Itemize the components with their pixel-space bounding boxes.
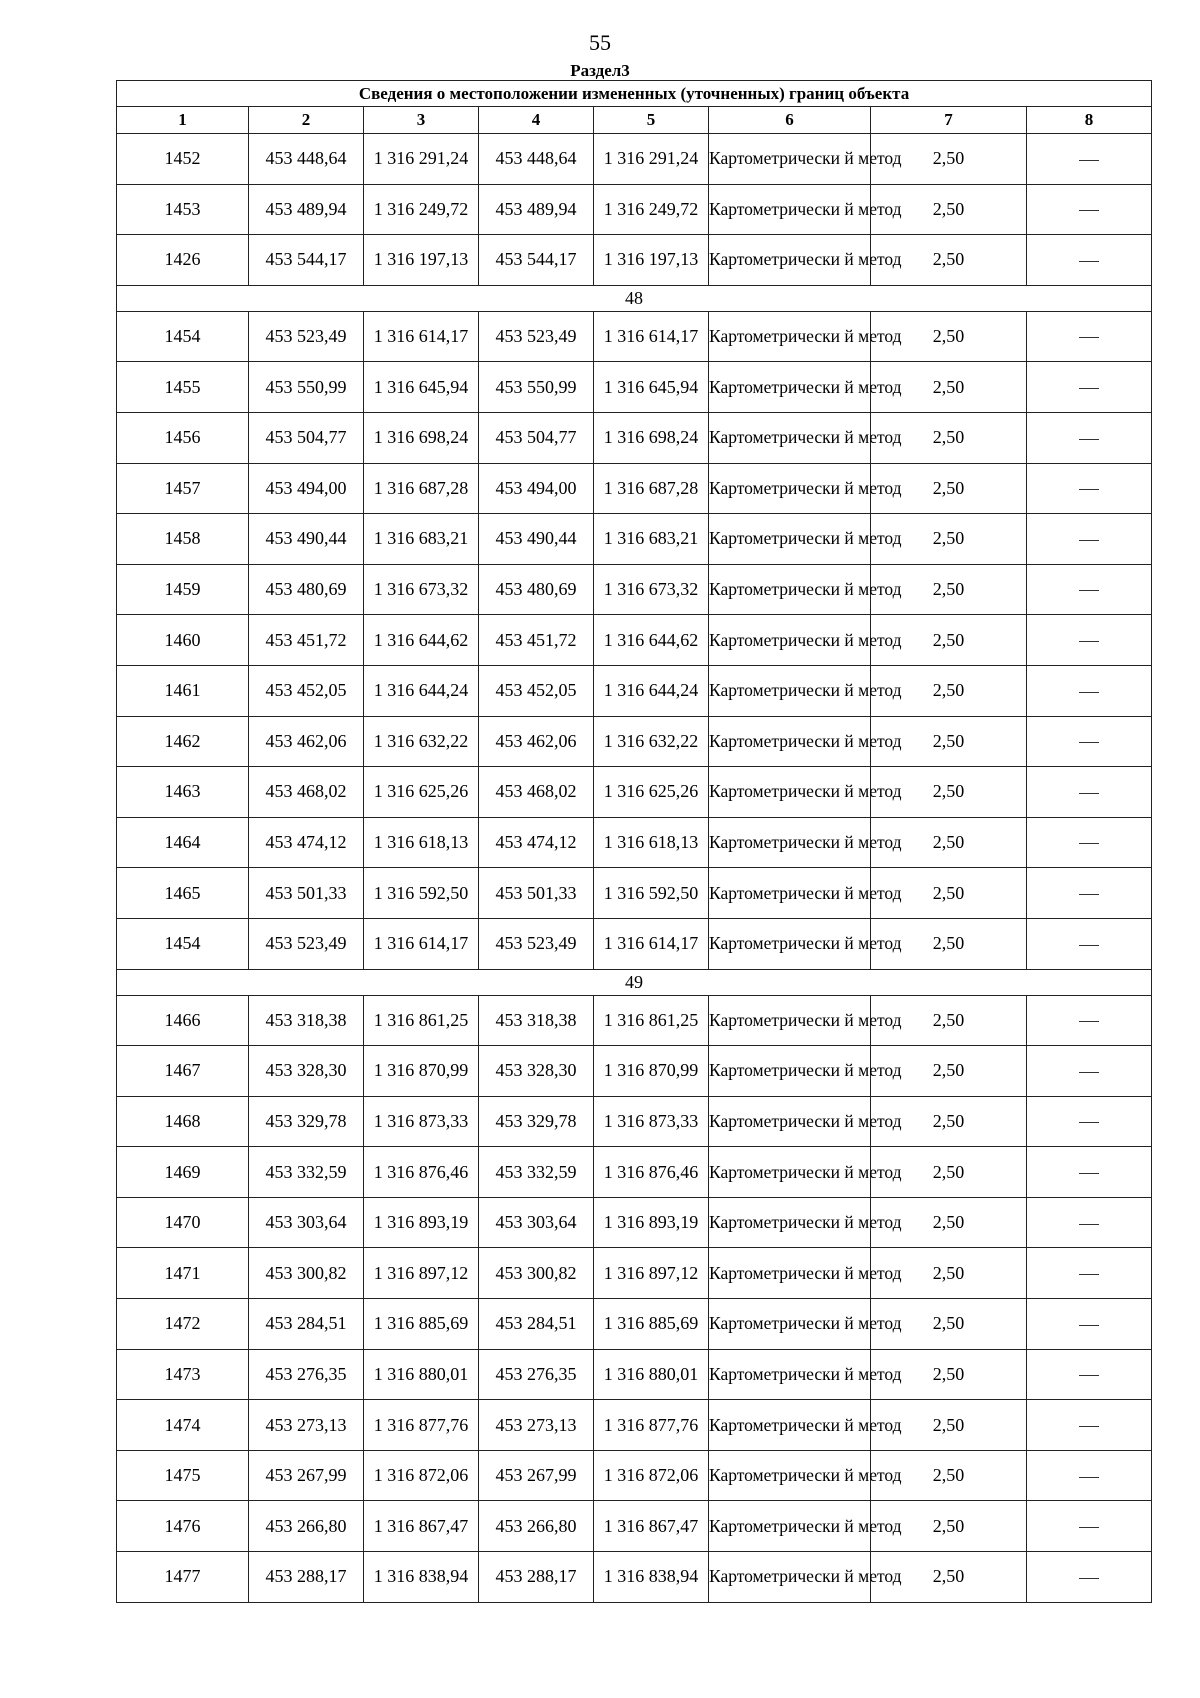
table-caption-row (117, 81, 1152, 107)
dash-mark (1079, 641, 1099, 642)
dash-mark (1079, 1527, 1099, 1528)
x-existing-cell: 453 300,82 (249, 1248, 364, 1299)
dash-mark (1079, 388, 1099, 389)
y-existing-cell: 1 316 687,28 (364, 463, 479, 514)
accuracy-cell: 2,50 (871, 665, 1027, 716)
dash-mark (1079, 742, 1099, 743)
x-new-cell: 453 284,51 (479, 1299, 594, 1350)
dash-mark (1079, 945, 1099, 946)
point-number-cell: 1464 (117, 817, 249, 868)
y-new-cell: 1 316 861,25 (594, 995, 709, 1046)
description-cell (1027, 1197, 1152, 1248)
method-cell: Картометрически й метод (709, 1046, 871, 1097)
table-row (117, 817, 1152, 868)
method-cell: Картометрически й метод (709, 412, 871, 463)
x-new-cell: 453 494,00 (479, 463, 594, 514)
description-cell (1027, 868, 1152, 919)
dash-mark (1079, 1375, 1099, 1376)
x-existing-cell: 453 462,06 (249, 716, 364, 767)
group-label: 49 (117, 969, 1152, 995)
table-row (117, 1400, 1152, 1451)
x-existing-cell: 453 451,72 (249, 615, 364, 666)
accuracy-cell: 2,50 (871, 235, 1027, 286)
y-existing-cell: 1 316 644,24 (364, 665, 479, 716)
description-cell (1027, 1248, 1152, 1299)
y-new-cell: 1 316 249,72 (594, 184, 709, 235)
accuracy-cell: 2,50 (871, 1400, 1027, 1451)
x-existing-cell: 453 501,33 (249, 868, 364, 919)
y-new-cell: 1 316 632,22 (594, 716, 709, 767)
x-new-cell: 453 489,94 (479, 184, 594, 235)
table-row (117, 665, 1152, 716)
y-new-cell: 1 316 867,47 (594, 1501, 709, 1552)
table-row (117, 412, 1152, 463)
accuracy-cell: 2,50 (871, 918, 1027, 969)
table-row (117, 918, 1152, 969)
dash-mark (1079, 160, 1099, 161)
accuracy-cell: 2,50 (871, 1501, 1027, 1552)
x-existing-cell: 453 276,35 (249, 1349, 364, 1400)
method-cell: Картометрически й метод (709, 1197, 871, 1248)
accuracy-cell: 2,50 (871, 817, 1027, 868)
description-cell (1027, 311, 1152, 362)
method-cell: Картометрически й метод (709, 184, 871, 235)
point-number-cell: 1469 (117, 1147, 249, 1198)
method-cell: Картометрически й метод (709, 1299, 871, 1350)
x-existing-cell: 453 267,99 (249, 1450, 364, 1501)
x-new-cell: 453 329,78 (479, 1096, 594, 1147)
y-existing-cell: 1 316 614,17 (364, 918, 479, 969)
y-existing-cell: 1 316 645,94 (364, 362, 479, 413)
y-new-cell: 1 316 885,69 (594, 1299, 709, 1350)
x-new-cell: 453 448,64 (479, 134, 594, 185)
method-cell: Картометрически й метод (709, 1147, 871, 1198)
y-existing-cell: 1 316 197,13 (364, 235, 479, 286)
method-cell: Картометрически й метод (709, 665, 871, 716)
y-new-cell: 1 316 197,13 (594, 235, 709, 286)
group-row (117, 285, 1152, 311)
x-new-cell: 453 276,35 (479, 1349, 594, 1400)
accuracy-cell: 2,50 (871, 1552, 1027, 1603)
description-cell (1027, 1400, 1152, 1451)
description-cell (1027, 1349, 1152, 1400)
y-new-cell: 1 316 698,24 (594, 412, 709, 463)
point-number-cell: 1468 (117, 1096, 249, 1147)
y-new-cell: 1 316 644,62 (594, 615, 709, 666)
x-new-cell: 453 504,77 (479, 412, 594, 463)
point-number-cell: 1455 (117, 362, 249, 413)
dash-mark (1079, 894, 1099, 895)
method-cell: Картометрически й метод (709, 235, 871, 286)
description-cell (1027, 1450, 1152, 1501)
x-new-cell: 453 300,82 (479, 1248, 594, 1299)
table-row (117, 463, 1152, 514)
accuracy-cell: 2,50 (871, 1450, 1027, 1501)
method-cell: Картометрически й метод (709, 514, 871, 565)
y-existing-cell: 1 316 673,32 (364, 564, 479, 615)
table-row (117, 564, 1152, 615)
y-new-cell: 1 316 625,26 (594, 767, 709, 818)
point-number-cell: 1426 (117, 235, 249, 286)
x-existing-cell: 453 490,44 (249, 514, 364, 565)
column-number: 5 (594, 107, 709, 134)
y-new-cell: 1 316 893,19 (594, 1197, 709, 1248)
accuracy-cell: 2,50 (871, 1349, 1027, 1400)
y-new-cell: 1 316 872,06 (594, 1450, 709, 1501)
x-existing-cell: 453 288,17 (249, 1552, 364, 1603)
description-cell (1027, 134, 1152, 185)
description-cell (1027, 1096, 1152, 1147)
point-number-cell: 1458 (117, 514, 249, 565)
dash-mark (1079, 540, 1099, 541)
x-new-cell: 453 501,33 (479, 868, 594, 919)
point-number-cell: 1467 (117, 1046, 249, 1097)
description-cell (1027, 412, 1152, 463)
table-row (117, 514, 1152, 565)
point-number-cell: 1456 (117, 412, 249, 463)
table-row (117, 1450, 1152, 1501)
description-cell (1027, 767, 1152, 818)
x-new-cell: 453 480,69 (479, 564, 594, 615)
method-cell: Картометрически й метод (709, 1248, 871, 1299)
dash-mark (1079, 692, 1099, 693)
y-new-cell: 1 316 870,99 (594, 1046, 709, 1097)
table-row (117, 1046, 1152, 1097)
page-number: 55 (589, 30, 611, 55)
x-new-cell: 453 303,64 (479, 1197, 594, 1248)
dash-mark (1079, 1477, 1099, 1478)
accuracy-cell: 2,50 (871, 1299, 1027, 1350)
x-new-cell: 453 288,17 (479, 1552, 594, 1603)
description-cell (1027, 1501, 1152, 1552)
x-existing-cell: 453 448,64 (249, 134, 364, 185)
table-row (117, 1552, 1152, 1603)
y-existing-cell: 1 316 614,17 (364, 311, 479, 362)
x-new-cell: 453 452,05 (479, 665, 594, 716)
description-cell (1027, 918, 1152, 969)
table-row (117, 615, 1152, 666)
y-existing-cell: 1 316 893,19 (364, 1197, 479, 1248)
x-existing-cell: 453 474,12 (249, 817, 364, 868)
table-row (117, 1147, 1152, 1198)
dash-mark (1079, 439, 1099, 440)
point-number-cell: 1472 (117, 1299, 249, 1350)
x-new-cell: 453 267,99 (479, 1450, 594, 1501)
point-number-cell: 1473 (117, 1349, 249, 1400)
point-number-cell: 1471 (117, 1248, 249, 1299)
x-new-cell: 453 328,30 (479, 1046, 594, 1097)
dash-mark (1079, 261, 1099, 262)
table-caption: Сведения о местоположении измененных (уточненных) границ объекта (117, 81, 1152, 107)
y-new-cell: 1 316 644,24 (594, 665, 709, 716)
method-cell: Картометрически й метод (709, 918, 871, 969)
method-cell: Картометрически й метод (709, 817, 871, 868)
y-new-cell: 1 316 618,13 (594, 817, 709, 868)
table-row (117, 1096, 1152, 1147)
y-new-cell: 1 316 614,17 (594, 311, 709, 362)
y-existing-cell: 1 316 885,69 (364, 1299, 479, 1350)
dash-mark (1079, 590, 1099, 591)
column-number: 2 (249, 107, 364, 134)
column-number: 1 (117, 107, 249, 134)
method-cell: Картометрически й метод (709, 362, 871, 413)
y-new-cell: 1 316 645,94 (594, 362, 709, 413)
x-existing-cell: 453 523,49 (249, 918, 364, 969)
table-row (117, 134, 1152, 185)
dash-mark (1079, 793, 1099, 794)
point-number-cell: 1465 (117, 868, 249, 919)
accuracy-cell: 2,50 (871, 514, 1027, 565)
table-row (117, 1248, 1152, 1299)
table-row (117, 1349, 1152, 1400)
y-new-cell: 1 316 614,17 (594, 918, 709, 969)
x-existing-cell: 453 328,30 (249, 1046, 364, 1097)
method-cell: Картометрически й метод (709, 564, 871, 615)
accuracy-cell: 2,50 (871, 134, 1027, 185)
method-cell: Картометрически й метод (709, 134, 871, 185)
accuracy-cell: 2,50 (871, 716, 1027, 767)
y-new-cell: 1 316 592,50 (594, 868, 709, 919)
point-number-cell: 1475 (117, 1450, 249, 1501)
point-number-cell: 1466 (117, 995, 249, 1046)
x-existing-cell: 453 494,00 (249, 463, 364, 514)
x-new-cell: 453 490,44 (479, 514, 594, 565)
x-existing-cell: 453 452,05 (249, 665, 364, 716)
y-existing-cell: 1 316 683,21 (364, 514, 479, 565)
column-number: 3 (364, 107, 479, 134)
x-new-cell: 453 266,80 (479, 1501, 594, 1552)
method-cell: Картометрически й метод (709, 767, 871, 818)
accuracy-cell: 2,50 (871, 564, 1027, 615)
description-cell (1027, 716, 1152, 767)
method-cell: Картометрически й метод (709, 1096, 871, 1147)
x-existing-cell: 453 318,38 (249, 995, 364, 1046)
accuracy-cell: 2,50 (871, 1046, 1027, 1097)
table-row (117, 184, 1152, 235)
dash-mark (1079, 1072, 1099, 1073)
description-cell (1027, 995, 1152, 1046)
dash-mark (1079, 843, 1099, 844)
table-row (117, 235, 1152, 286)
point-number-cell: 1453 (117, 184, 249, 235)
method-cell: Картометрически й метод (709, 1349, 871, 1400)
x-existing-cell: 453 273,13 (249, 1400, 364, 1451)
y-new-cell: 1 316 838,94 (594, 1552, 709, 1603)
y-existing-cell: 1 316 618,13 (364, 817, 479, 868)
column-number: 4 (479, 107, 594, 134)
x-existing-cell: 453 329,78 (249, 1096, 364, 1147)
description-cell (1027, 817, 1152, 868)
x-existing-cell: 453 523,49 (249, 311, 364, 362)
y-existing-cell: 1 316 867,47 (364, 1501, 479, 1552)
y-new-cell: 1 316 673,32 (594, 564, 709, 615)
description-cell (1027, 184, 1152, 235)
accuracy-cell: 2,50 (871, 362, 1027, 413)
y-new-cell: 1 316 876,46 (594, 1147, 709, 1198)
y-new-cell: 1 316 291,24 (594, 134, 709, 185)
x-new-cell: 453 544,17 (479, 235, 594, 286)
accuracy-cell: 2,50 (871, 184, 1027, 235)
description-cell (1027, 615, 1152, 666)
accuracy-cell: 2,50 (871, 1096, 1027, 1147)
method-cell: Картометрически й метод (709, 311, 871, 362)
table-row (117, 1501, 1152, 1552)
x-new-cell: 453 523,49 (479, 918, 594, 969)
point-number-cell: 1452 (117, 134, 249, 185)
dash-mark (1079, 1578, 1099, 1579)
column-number: 7 (871, 107, 1027, 134)
column-number: 6 (709, 107, 871, 134)
accuracy-cell: 2,50 (871, 615, 1027, 666)
dash-mark (1079, 337, 1099, 338)
description-cell (1027, 1046, 1152, 1097)
dash-mark (1079, 1325, 1099, 1326)
table-row (117, 1197, 1152, 1248)
description-cell (1027, 1299, 1152, 1350)
point-number-cell: 1476 (117, 1501, 249, 1552)
method-cell: Картометрически й метод (709, 463, 871, 514)
description-cell (1027, 235, 1152, 286)
dash-mark (1079, 1173, 1099, 1174)
point-number-cell: 1462 (117, 716, 249, 767)
point-number-cell: 1474 (117, 1400, 249, 1451)
x-new-cell: 453 468,02 (479, 767, 594, 818)
method-cell: Картометрически й метод (709, 1552, 871, 1603)
dash-mark (1079, 1122, 1099, 1123)
x-existing-cell: 453 544,17 (249, 235, 364, 286)
y-new-cell: 1 316 880,01 (594, 1349, 709, 1400)
y-existing-cell: 1 316 249,72 (364, 184, 479, 235)
x-existing-cell: 453 266,80 (249, 1501, 364, 1552)
table-row (117, 995, 1152, 1046)
group-row (117, 969, 1152, 995)
x-new-cell: 453 550,99 (479, 362, 594, 413)
y-existing-cell: 1 316 625,26 (364, 767, 479, 818)
accuracy-cell: 2,50 (871, 311, 1027, 362)
accuracy-cell: 2,50 (871, 868, 1027, 919)
y-existing-cell: 1 316 838,94 (364, 1552, 479, 1603)
column-number: 8 (1027, 107, 1152, 134)
table-row (117, 311, 1152, 362)
point-number-cell: 1461 (117, 665, 249, 716)
x-existing-cell: 453 550,99 (249, 362, 364, 413)
y-existing-cell: 1 316 644,62 (364, 615, 479, 666)
point-number-cell: 1454 (117, 311, 249, 362)
y-existing-cell: 1 316 873,33 (364, 1096, 479, 1147)
x-existing-cell: 453 489,94 (249, 184, 364, 235)
method-cell: Картометрически й метод (709, 868, 871, 919)
x-new-cell: 453 451,72 (479, 615, 594, 666)
x-existing-cell: 453 284,51 (249, 1299, 364, 1350)
dash-mark (1079, 1021, 1099, 1022)
method-cell: Картометрически й метод (709, 716, 871, 767)
dash-mark (1079, 1224, 1099, 1225)
y-new-cell: 1 316 683,21 (594, 514, 709, 565)
point-number-cell: 1459 (117, 564, 249, 615)
y-existing-cell: 1 316 291,24 (364, 134, 479, 185)
group-label: 48 (117, 285, 1152, 311)
x-new-cell: 453 523,49 (479, 311, 594, 362)
y-new-cell: 1 316 877,76 (594, 1400, 709, 1451)
accuracy-cell: 2,50 (871, 1147, 1027, 1198)
method-cell: Картометрически й метод (709, 1450, 871, 1501)
y-existing-cell: 1 316 861,25 (364, 995, 479, 1046)
section-title: Раздел3 (570, 61, 630, 80)
description-cell (1027, 1147, 1152, 1198)
method-cell: Картометрически й метод (709, 1501, 871, 1552)
boundary-coordinates-table (116, 80, 1152, 1603)
dash-mark (1079, 1274, 1099, 1275)
accuracy-cell: 2,50 (871, 463, 1027, 514)
dash-mark (1079, 210, 1099, 211)
y-existing-cell: 1 316 698,24 (364, 412, 479, 463)
x-existing-cell: 453 504,77 (249, 412, 364, 463)
x-existing-cell: 453 468,02 (249, 767, 364, 818)
y-existing-cell: 1 316 592,50 (364, 868, 479, 919)
method-cell: Картометрически й метод (709, 995, 871, 1046)
table-row (117, 362, 1152, 413)
point-number-cell: 1477 (117, 1552, 249, 1603)
accuracy-cell: 2,50 (871, 1248, 1027, 1299)
description-cell (1027, 463, 1152, 514)
x-existing-cell: 453 303,64 (249, 1197, 364, 1248)
point-number-cell: 1463 (117, 767, 249, 818)
x-new-cell: 453 462,06 (479, 716, 594, 767)
method-cell: Картометрически й метод (709, 1400, 871, 1451)
y-new-cell: 1 316 897,12 (594, 1248, 709, 1299)
description-cell (1027, 564, 1152, 615)
table-row (117, 868, 1152, 919)
dash-mark (1079, 1426, 1099, 1427)
y-existing-cell: 1 316 872,06 (364, 1450, 479, 1501)
y-existing-cell: 1 316 897,12 (364, 1248, 479, 1299)
point-number-cell: 1457 (117, 463, 249, 514)
table-row (117, 767, 1152, 818)
y-existing-cell: 1 316 632,22 (364, 716, 479, 767)
table-row (117, 1299, 1152, 1350)
y-new-cell: 1 316 687,28 (594, 463, 709, 514)
point-number-cell: 1454 (117, 918, 249, 969)
method-cell: Картометрически й метод (709, 615, 871, 666)
y-existing-cell: 1 316 876,46 (364, 1147, 479, 1198)
y-existing-cell: 1 316 870,99 (364, 1046, 479, 1097)
column-number-row (117, 107, 1152, 134)
description-cell (1027, 665, 1152, 716)
accuracy-cell: 2,50 (871, 995, 1027, 1046)
description-cell (1027, 514, 1152, 565)
x-existing-cell: 453 480,69 (249, 564, 364, 615)
point-number-cell: 1460 (117, 615, 249, 666)
dash-mark (1079, 489, 1099, 490)
description-cell (1027, 1552, 1152, 1603)
x-new-cell: 453 332,59 (479, 1147, 594, 1198)
description-cell (1027, 362, 1152, 413)
point-number-cell: 1470 (117, 1197, 249, 1248)
x-existing-cell: 453 332,59 (249, 1147, 364, 1198)
x-new-cell: 453 273,13 (479, 1400, 594, 1451)
y-new-cell: 1 316 873,33 (594, 1096, 709, 1147)
accuracy-cell: 2,50 (871, 1197, 1027, 1248)
x-new-cell: 453 474,12 (479, 817, 594, 868)
accuracy-cell: 2,50 (871, 767, 1027, 818)
y-existing-cell: 1 316 877,76 (364, 1400, 479, 1451)
table-row (117, 716, 1152, 767)
x-new-cell: 453 318,38 (479, 995, 594, 1046)
y-existing-cell: 1 316 880,01 (364, 1349, 479, 1400)
accuracy-cell: 2,50 (871, 412, 1027, 463)
